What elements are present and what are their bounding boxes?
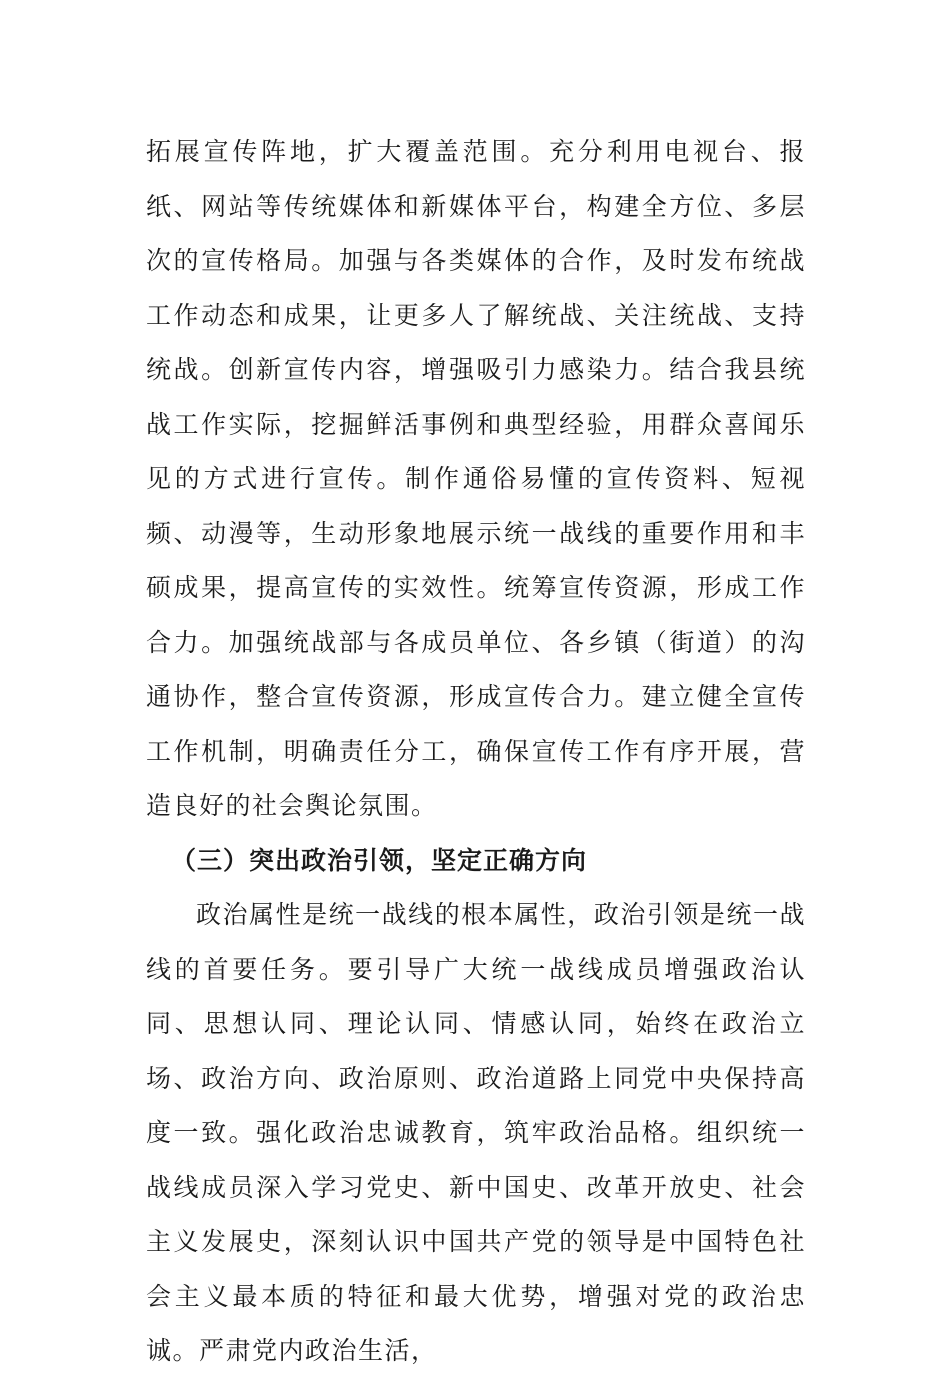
- body-paragraph-2: 政治属性是统一战线的根本属性，政治引领是统一战线的首要任务。要引导广大统一战线成员增强政治认同、思想认同、理论认同、情感认同，始终在政治立场、政治方向、政治原则、政治道路上同党中央保持高度一致。强化政治忠诚教育，筑牢政治品格。组织统一战线成员深入学习党史、新中国史、改革开放史、社会主义发展史，深刻认识中国共产党的领导是中国特色社会主义最本质的特征和最大优势，增强对党的政治忠诚。严肃党内政治生活，: [146, 900, 806, 1365]
- document-body: [146, 125, 806, 1379]
- body-paragraph-1: 拓展宣传阵地，扩大覆盖范围。充分利用电视台、报纸、网站等传统媒体和新媒体平台，构建全方位、多层次的宣传格局。加强与各类媒体的合作，及时发布统战工作动态和成果，让更多人了解统战、关注统战、支持统战。创新宣传内容，增强吸引力感染力。结合我县统战工作实际，挖掘鲜活事例和典型经验，用群众喜闻乐见的方式进行宣传。制作通俗易懂的宣传资料、短视频、动漫等，生动形象地展示统一战线的重要作用和丰硕成果，提高宣传的实效性。统筹宣传资源，形成工作合力。加强统战部与各成员单位、各乡镇（街道）的沟通协作，整合宣传资源，形成宣传合力。建立健全宣传工作机制，明确责任分工，确保宣传工作有序开展，营造良好的社会舆论氛围。: [146, 137, 806, 820]
- section-heading: （三）突出政治引领，坚定正确方向: [171, 845, 588, 875]
